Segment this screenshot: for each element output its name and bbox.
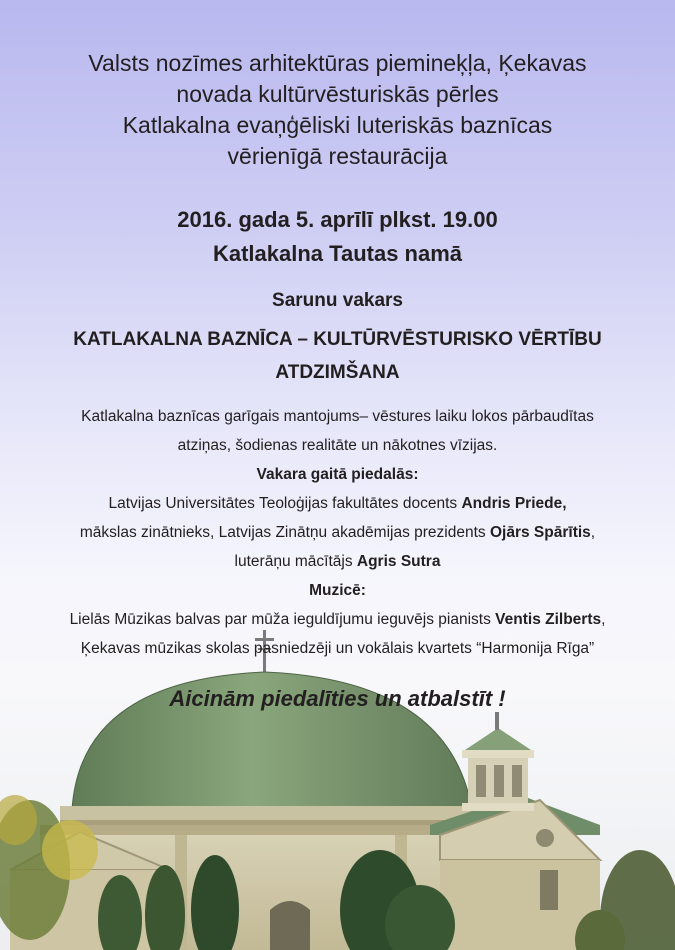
participants-heading: Vakara gaitā piedalās: bbox=[256, 466, 419, 483]
headline bbox=[0, 48, 675, 172]
event-date: 2016. gada 5. aprīlī plkst. 19.00 bbox=[177, 207, 498, 232]
headline-line: vērienīgā restaurācija bbox=[227, 143, 448, 169]
music-heading: Muzicē: bbox=[309, 582, 366, 599]
participant-desc: mākslas zinātnieks, Latvijas Zinātņu akadēmijas prezidents bbox=[79, 524, 490, 541]
participant-name: Andris Priede, bbox=[461, 495, 567, 512]
music-suffix: , bbox=[601, 611, 606, 628]
intro-line: atziņas, šodienas realitāte un nākotnes vīzijas. bbox=[177, 437, 498, 454]
music-line: Ķekavas mūzikas skolas pasniedzēji un vokālais kvartets “Harmonija Rīga” bbox=[80, 640, 595, 657]
participant-suffix: , bbox=[590, 524, 596, 541]
music-line bbox=[0, 605, 675, 634]
music-desc: Lielās Mūzikas balvas par mūža ieguldījumu ieguvējs pianists bbox=[69, 611, 496, 628]
participant-line bbox=[0, 547, 675, 576]
event-title-line: ATDZIMŠANA bbox=[275, 362, 400, 383]
event-venue: Katlakalna Tautas namā bbox=[212, 241, 463, 266]
event-type: Sarunu vakars bbox=[272, 290, 403, 311]
event-title-line: KATLAKALNA BAZNĪCA – KULTŪRVĒSTURISKO VĒRTĪBU bbox=[73, 329, 602, 350]
participant-name: Agris Sutra bbox=[356, 553, 441, 570]
participant-line bbox=[0, 489, 675, 518]
call-to-action: Aicinām piedalīties un atbalstīt ! bbox=[169, 686, 506, 711]
music-performer-name: Ventis Zilberts bbox=[495, 611, 602, 628]
participant-line bbox=[0, 518, 675, 547]
headline-line: Katlakalna evaņģēliski luteriskās baznīcas bbox=[122, 112, 553, 138]
intro-line: Katlakalna baznīcas garīgais mantojums– vēstures laiku lokos pārbaudītas bbox=[81, 408, 594, 425]
event-description bbox=[0, 402, 675, 663]
headline-line: Valsts nozīmes arhitektūras piemineķļa, Ķekavas bbox=[88, 50, 587, 76]
headline-line: novada kultūrvēsturiskās pērles bbox=[176, 81, 499, 107]
participant-name: Ojārs Spārītis bbox=[489, 524, 591, 541]
event-title bbox=[0, 323, 675, 389]
participant-desc: Latvijas Universitātes Teoloģijas fakultātes docents bbox=[108, 495, 462, 512]
church-photo bbox=[0, 620, 675, 950]
participant-desc: luterāņu mācītājs bbox=[234, 553, 357, 570]
